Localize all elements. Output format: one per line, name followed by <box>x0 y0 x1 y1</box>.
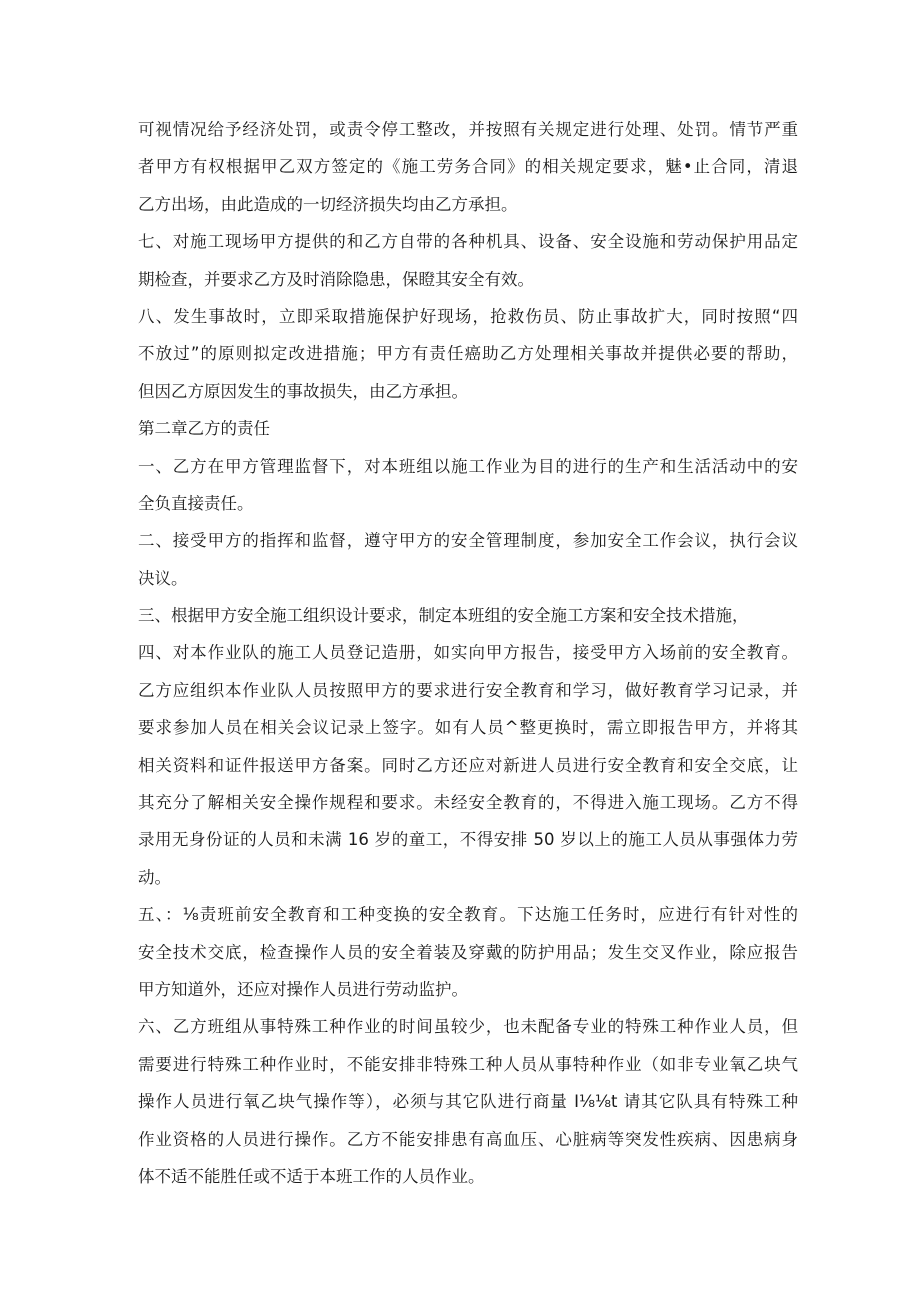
text-line: 全负直接责任。 <box>138 493 254 513</box>
text-line: 但因乙方原因发生的事故损失，由乙方承担。 <box>138 381 468 401</box>
text-line: 六、乙方班组从事特殊工种作业的时间虽较少，也未配备专业的特殊工种作业人员，但 <box>138 1017 798 1037</box>
text-line: 安全技术交底，检查操作人员的安全着装及穿戴的防护用品；发生交叉作业，除应报告 <box>138 942 798 962</box>
text-line: 乙方出场，由此造成的一切经济损失均由乙方承担。 <box>138 194 518 214</box>
text-line: 相关资料和证件报送甲方备案。同时乙方还应对新进人员进行安全教育和安全交底，让 <box>138 755 798 775</box>
text-line: 五、：⅛责班前安全教育和工种变换的安全教育。下达施工任务时，应进行有针对性的 <box>138 905 798 925</box>
text-line: 体不适不能胜任或不适于本班工作的人员作业。 <box>138 1166 485 1186</box>
text-line: 其充分了解相关安全操作规程和要求。未经安全教育的，不得进入施工现场。乙方不得 <box>138 793 798 813</box>
text-line: 要求参加人员在相关会议记录上签字。如有人员^整更换时，需立即报告甲方，并将其 <box>138 718 798 738</box>
text-line: 二、接受甲方的指挥和监督，遵守甲方的安全管理制度，参加安全工作会议，执行会议 <box>138 531 798 551</box>
text-line: 期检查，并要求乙方及时消除隐患，保瞪其安全有效。 <box>138 269 534 289</box>
text-line: 三、根据甲方安全施工组织设计要求，制定本班组的安全施工方案和安全技术措施， <box>138 606 749 626</box>
text-line: 动。 <box>138 867 171 887</box>
text-line: 录用无身份证的人员和未满 16 岁的童工，不得安排 50 岁以上的施工人员从事强体力劳 <box>138 830 798 850</box>
text-line: 七、对施工现场甲方提供的和乙方自带的各种机具、设备、安全设施和劳动保护用品定 <box>138 232 798 252</box>
text-line: 乙方应组织本作业队人员按照甲方的要求进行安全教育和学习，做好教育学习记录，并 <box>138 680 798 700</box>
text-line: 者甲方有权根据甲乙双方签定的《施工劳务合同》的相关规定要求，魅•止合同，清退 <box>138 157 798 177</box>
text-line: 一、乙方在甲方管理监督下，对本班组以施工作业为目的进行的生产和生活活动中的安 <box>138 456 798 476</box>
text-line: 第二章乙方的责任 <box>138 419 270 439</box>
text-line: 操作人员进行氧乙块气操作等），必须与其它队进行商量 I⅛⅛t 请其它队具有特殊工种 <box>138 1092 798 1112</box>
text-line: 作业资格的人员进行操作。乙方不能安排患有高血压、心脏病等突发性疾病、因患病身 <box>138 1129 798 1149</box>
text-line: 八、发生事故时，立即采取措施保护好现场，抢救伤员、防止事故扩大，同时按照“四 <box>138 306 798 326</box>
text-line: 甲方知道外，还应对操作人员进行劳动监护。 <box>138 979 468 999</box>
text-line: 四、对本作业队的施工人员登记造册，如实向甲方报告，接受甲方入场前的安全教育。 <box>138 643 798 663</box>
text-line: 可视情况给予经济处罚，或责令停工整改，并按照有关规定进行处理、处罚。情节严重 <box>138 120 798 139</box>
text-line: 需要进行特殊工种作业时，不能安排非特殊工种人员从事特种作业（如非专业氧乙块气 <box>138 1054 798 1074</box>
text-line: 决议。 <box>138 568 188 588</box>
document-body <box>138 111 798 1195</box>
text-line: 不放过”的原则拟定改进措施；甲方有责任癌助乙方处理相关事故并提供必要的帮助， <box>138 344 798 364</box>
